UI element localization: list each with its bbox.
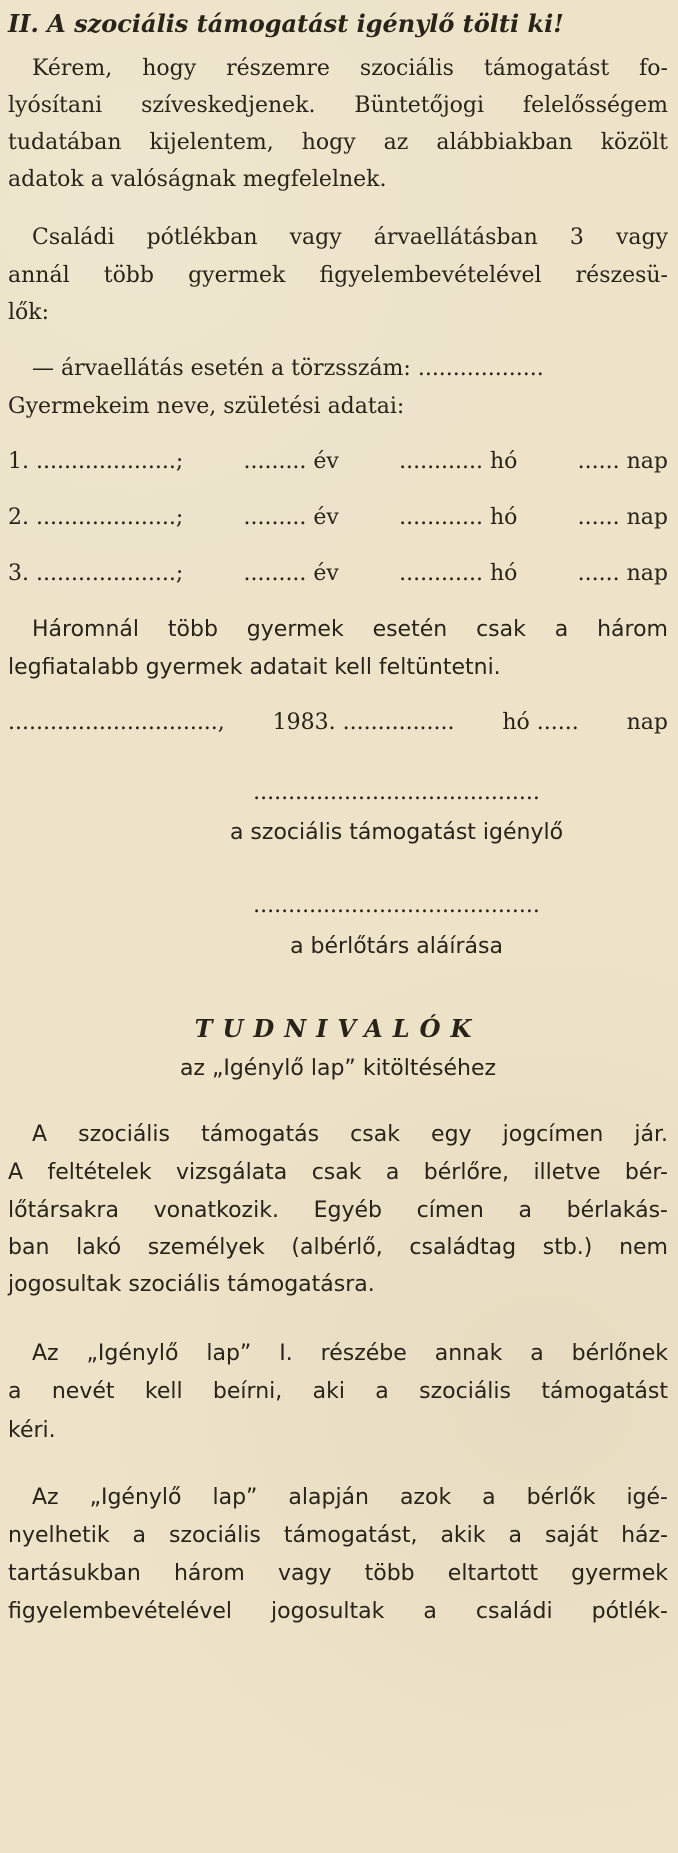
paragraph-2-line-3: lők: — [8, 300, 50, 325]
child-year-field: ......... év — [243, 561, 339, 586]
signature-label-cotenant: a bérlőtárs aláírása — [290, 934, 503, 959]
child-year-field: ......... év — [243, 449, 339, 474]
paragraph-4-line-4: ban lakó személyek (albérlő, családtag stb.) nem — [8, 1235, 668, 1260]
section-heading: II. A szociális támogatást igénylő tölti ki! — [8, 9, 564, 38]
date-year-field: 1983. ................ — [272, 710, 455, 735]
orphan-care-line: — árvaellátás esetén a törzsszám: .................. — [32, 356, 544, 381]
child-number-field: 1. ....................; — [8, 449, 184, 474]
paragraph-1-line-1: Kérem, hogy részemre szociális támogatást fo- — [32, 56, 668, 81]
child-month-field: ............ hó — [399, 449, 518, 474]
child-row — [8, 505, 668, 531]
paragraph-1-line-3: tudatában kijelentem, hogy az alábbiakban közölt — [8, 130, 668, 155]
paragraph-6-line-3: tartásukban három vagy több eltartott gyermek — [8, 1561, 668, 1586]
date-line — [8, 710, 668, 736]
signature-label-claimant: a szociális támogatást igénylő — [229, 820, 564, 845]
date-place-field: .............................., — [8, 710, 225, 735]
signature-line-claimant: ......................................... — [253, 780, 540, 805]
child-number-field: 2. ....................; — [8, 505, 184, 530]
child-day-field: ...... nap — [577, 561, 668, 586]
child-day-field: ...... nap — [577, 449, 668, 474]
child-day-field: ...... nap — [577, 505, 668, 530]
child-month-field: ............ hó — [399, 561, 518, 586]
paragraph-1-line-2: lyósítani szíveskedjenek. Büntetőjogi felelősségem — [8, 93, 668, 118]
child-row — [8, 449, 668, 475]
paragraph-4-line-5: jogosultak szociális támogatásra. — [8, 1272, 375, 1297]
info-subtitle: az „Igénylő lap” kitöltéséhez — [179, 1056, 497, 1081]
child-month-field: ............ hó — [399, 505, 518, 530]
signature-line-cotenant: ......................................... — [253, 893, 540, 918]
paragraph-4-line-3: lőtársakra vonatkozik. Egyéb címen a bérlakás- — [8, 1198, 668, 1223]
date-day-field: nap — [626, 710, 668, 735]
paragraph-6-line-2: nyelhetik a szociális támogatást, akik a saját ház- — [8, 1523, 668, 1548]
paragraph-4-line-1: A szociális támogatás csak egy jogcímen jár. — [32, 1122, 668, 1147]
paragraph-3-line-2: legfiatalabb gyermek adatait kell feltüntetni. — [8, 655, 501, 680]
paragraph-1-line-4: adatok a valóságnak megfelelnek. — [8, 167, 387, 192]
paragraph-2-line-2: annál több gyermek figyelembevételével részesü- — [8, 263, 668, 288]
paragraph-5-line-2: a nevét kell beírni, aki a szociális támogatást — [8, 1379, 668, 1404]
child-number-field: 3. ....................; — [8, 561, 184, 586]
paragraph-2-line-1: Családi pótlékban vagy árvaellátásban 3 vagy — [32, 225, 668, 250]
info-title: TUDNIVALÓK — [194, 1014, 482, 1043]
paragraph-4-line-2: A feltételek vizsgálata csak a bérlőre, illetve bér- — [8, 1160, 668, 1185]
paragraph-5-line-3: kéri. — [8, 1418, 56, 1443]
paragraph-3-line-1: Háromnál több gyermek esetén csak a három — [32, 617, 668, 642]
child-row — [8, 561, 668, 587]
child-year-field: ......... év — [243, 505, 339, 530]
children-heading: Gyermekeim neve, születési adatai: — [8, 394, 405, 419]
paragraph-6-line-1: Az „Igénylő lap” alapján azok a bérlők igé- — [32, 1485, 668, 1510]
paragraph-5-line-1: Az „Igénylő lap” I. részébe annak a bérlőnek — [32, 1341, 668, 1366]
paragraph-6-line-4: figyelembevételével jogosultak a családi pótlék- — [8, 1599, 668, 1624]
date-month-field: hó ...... — [502, 710, 579, 735]
